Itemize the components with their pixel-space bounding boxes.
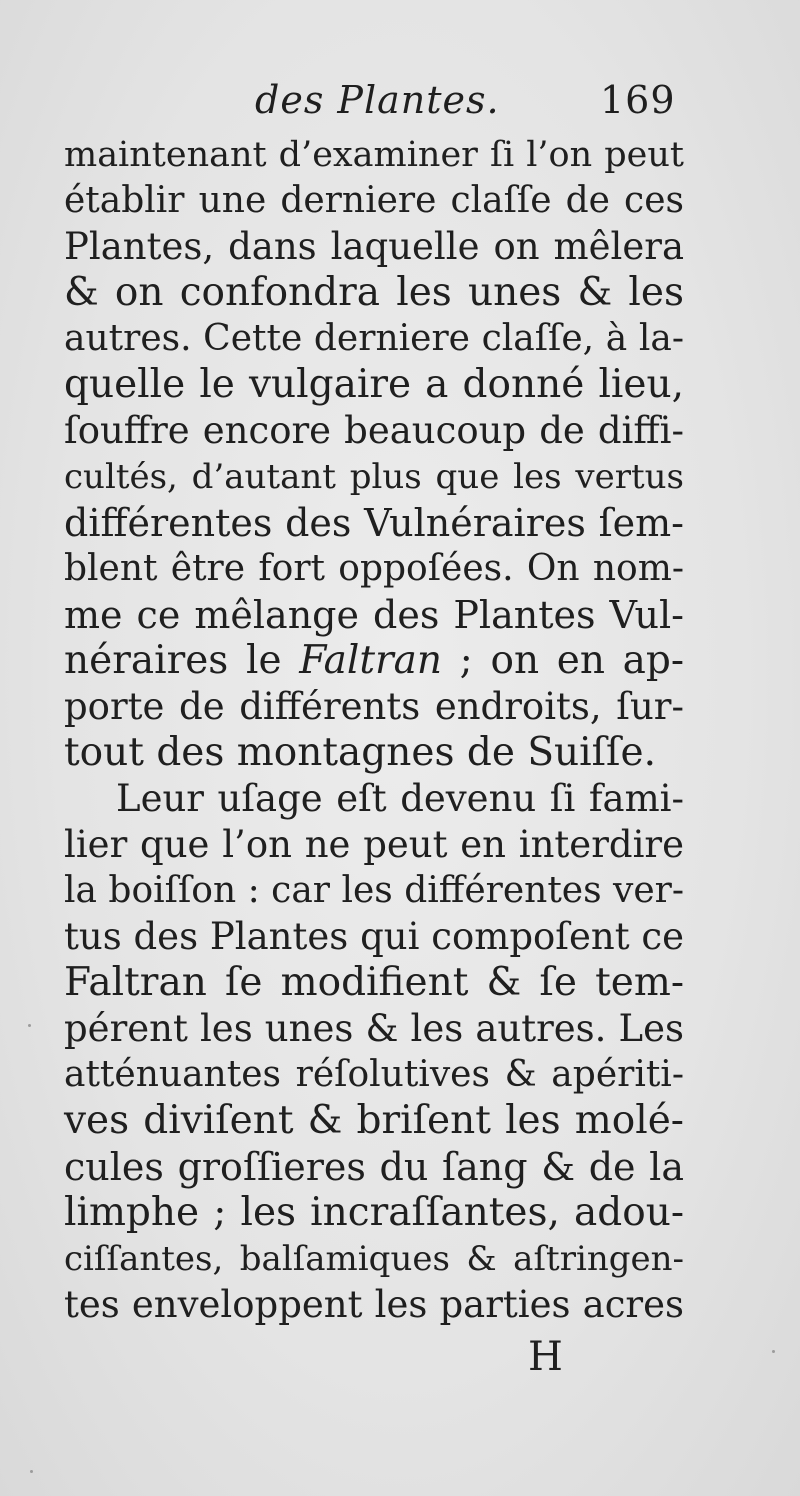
text-line: quelle le vulgaire a donné lieu, [64, 362, 684, 407]
running-title: des Plantes. [255, 78, 500, 122]
text-line-with-italic [64, 638, 684, 684]
signature-mark: H [528, 1334, 563, 1380]
line-tail: ; on en ap- [442, 638, 684, 683]
paper-speck [28, 1024, 31, 1027]
body-text [64, 132, 684, 1328]
text-line: pérent les unes & les autres. Les [64, 1007, 684, 1050]
text-line: lier que l’on ne peut en interdire [64, 823, 684, 866]
text-line: me ce mêlange des Plantes Vul- [64, 593, 684, 637]
text-line: tes enveloppent les parties acres [64, 1283, 684, 1326]
text-line: atténuantes réſolutives & apériti- [64, 1054, 684, 1095]
text-line: porte de différents endroits, ſur- [64, 685, 684, 728]
text-line: autres. Cette derniere claſſe, à la- [64, 318, 684, 359]
paragraph-2 [64, 776, 684, 1328]
text-line: différentes des Vulnéraires ſem- [64, 501, 684, 545]
text-line: maintenant d’examiner ſi l’on peut [64, 135, 684, 175]
italic-term: Faltran [299, 638, 443, 683]
text-line: tus des Plantes qui compoſent ce [64, 915, 684, 958]
text-line: établir une derniere claſſe de ces [64, 180, 684, 221]
text-line: cultés, d’autant plus que les vertus [64, 457, 684, 497]
text-line: tout des montagnes de Suiſſe. [64, 730, 656, 775]
text-line: limphe ; les incraſſantes, adou- [64, 1190, 684, 1235]
text-line: Faltran ſe modifient & ſe tem- [64, 960, 684, 1005]
text-line: ciſſantes, balſamiques & aſtringen- [64, 1239, 684, 1279]
page-header [0, 70, 800, 130]
text-line: blent être fort oppoſées. On nom- [64, 548, 684, 589]
text-line: & on confondra les unes & les [64, 270, 684, 315]
text-line: Plantes, dans laquelle on mêlera [64, 225, 684, 268]
text-line: ſouffre encore beaucoup de diffi- [64, 409, 684, 452]
paragraph-1 [64, 132, 684, 776]
page-number: 169 [600, 78, 676, 122]
paper-speck [30, 1470, 33, 1473]
text-line: ves diviſent & briſent les molé- [64, 1098, 684, 1143]
line-head: néraires le [64, 638, 300, 683]
paper-speck [772, 1350, 775, 1353]
text-line: cules groſſieres du ſang & de la [64, 1145, 684, 1189]
text-line: Leur uſage eſt devenu ſi fami- [116, 777, 684, 820]
text-line: la boiſſon : car les différentes ver- [64, 870, 685, 911]
